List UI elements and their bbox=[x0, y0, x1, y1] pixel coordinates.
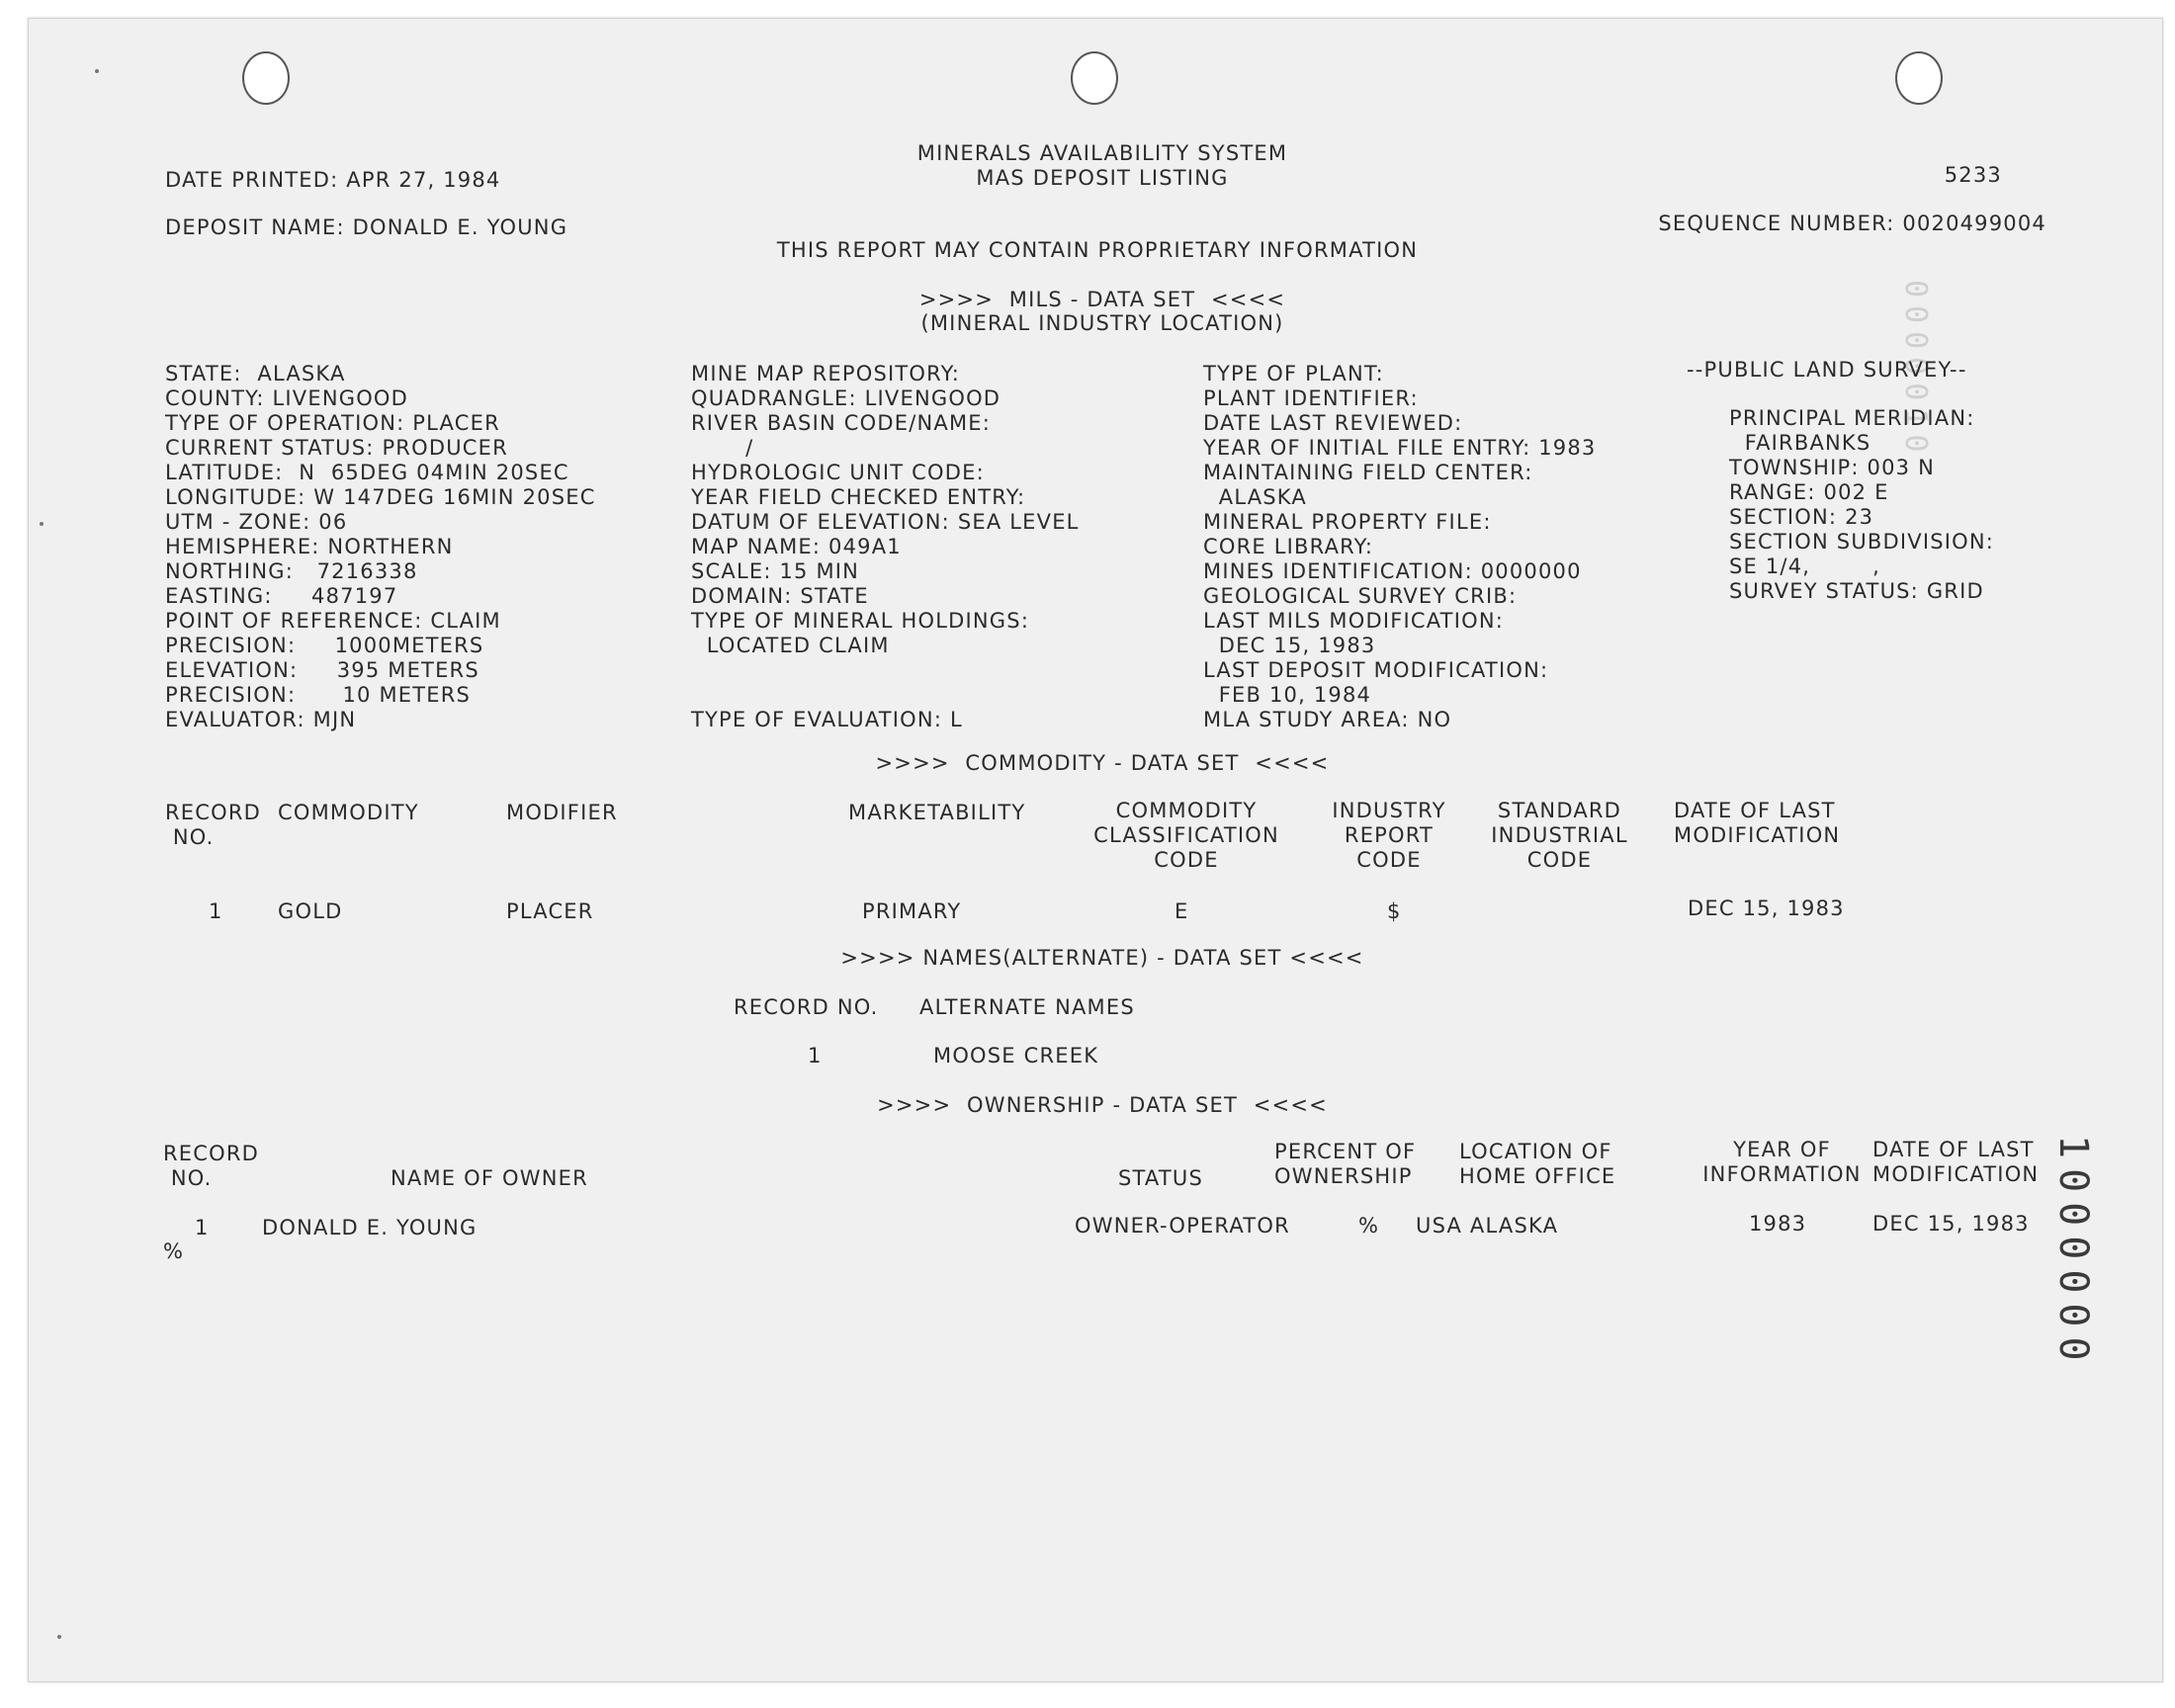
mils-admin-column bbox=[1203, 362, 1596, 732]
deposit-name: DEPOSIT NAME: DONALD E. YOUNG bbox=[165, 215, 568, 239]
mils-field: HEMISPHERE: NORTHERN bbox=[165, 535, 454, 558]
commodity-header-industry: INDUSTRY REPORT CODE bbox=[1332, 799, 1446, 872]
mils-field: RIVER BASIN CODE/NAME: bbox=[691, 411, 992, 435]
punch-hole-center bbox=[1071, 51, 1118, 105]
mils-field: PRECISION: 1000METERS bbox=[165, 634, 484, 657]
mils-field: NORTHING: 7216338 bbox=[165, 559, 418, 583]
names-row-record: 1 bbox=[808, 1044, 823, 1068]
mils-field: MINE MAP REPOSITORY: bbox=[691, 362, 961, 385]
commodity-header-modifier: MODIFIER bbox=[506, 801, 618, 824]
ownership-header-year: YEAR OF INFORMATION bbox=[1702, 1138, 1862, 1186]
mils-field: TYPE OF EVALUATION: L bbox=[691, 708, 963, 731]
names-header-names: ALTERNATE NAMES bbox=[919, 995, 1135, 1019]
mils-field: ELEVATION: 395 METERS bbox=[165, 658, 479, 682]
mils-field: CURRENT STATUS: PRODUCER bbox=[165, 436, 508, 460]
frame-number-stamp: 1000000 bbox=[2050, 1135, 2096, 1371]
commodity-section-title: >>>> COMMODITY - DATA SET <<<< bbox=[875, 751, 1330, 775]
mils-field: TYPE OF PLANT: bbox=[1203, 362, 1384, 385]
speck-mark bbox=[57, 1635, 61, 1639]
ownership-row-location: USA ALASKA bbox=[1416, 1214, 1559, 1238]
names-section-title: >>>> NAMES(ALTERNATE) - DATA SET <<<< bbox=[840, 946, 1364, 970]
punch-hole-right bbox=[1895, 51, 1943, 105]
mils-field: STATE: ALASKA bbox=[165, 362, 346, 385]
mils-field: LATITUDE: N 65DEG 04MIN 20SEC bbox=[165, 461, 569, 484]
mils-field: TYPE OF OPERATION: PLACER bbox=[165, 411, 500, 435]
ownership-row-status: OWNER-OPERATOR bbox=[1075, 1214, 1290, 1238]
mils-field: UTM - ZONE: 06 bbox=[165, 510, 348, 534]
ownership-row-date: DEC 15, 1983 bbox=[1872, 1212, 2030, 1236]
mils-field: MAP NAME: 049A1 bbox=[691, 535, 902, 558]
mils-field: POINT OF REFERENCE: CLAIM bbox=[165, 609, 501, 633]
ownership-row-record: 1 bbox=[195, 1216, 210, 1239]
mils-location-column bbox=[165, 362, 596, 732]
mils-field: YEAR OF INITIAL FILE ENTRY: 1983 bbox=[1203, 436, 1597, 460]
mils-field: LONGITUDE: W 147DEG 16MIN 20SEC bbox=[165, 485, 596, 509]
mils-field: FEB 10, 1984 bbox=[1203, 683, 1372, 707]
commodity-row-record: 1 bbox=[209, 899, 223, 923]
speck-mark bbox=[40, 522, 44, 526]
punch-hole-left bbox=[242, 51, 290, 105]
listing-title: MAS DEPOSIT LISTING bbox=[976, 166, 1229, 190]
mils-field: LAST MILS MODIFICATION: bbox=[1203, 609, 1505, 633]
plss-field: TOWNSHIP: 003 N bbox=[1729, 456, 1936, 479]
mils-field: ALASKA bbox=[1203, 485, 1307, 509]
ownership-row-percent: % bbox=[1358, 1214, 1380, 1238]
commodity-row-commodity: GOLD bbox=[278, 899, 343, 923]
mils-field: DOMAIN: STATE bbox=[691, 584, 869, 608]
commodity-header-marketability: MARKETABILITY bbox=[848, 801, 1026, 824]
mils-field: QUADRANGLE: LIVENGOOD bbox=[691, 386, 1001, 410]
mils-field: SCALE: 15 MIN bbox=[691, 559, 860, 583]
ownership-header-owner: NAME OF OWNER bbox=[391, 1166, 588, 1190]
mils-section-subtitle: (MINERAL INDUSTRY LOCATION) bbox=[920, 311, 1284, 335]
ownership-header-date: DATE OF LAST MODIFICATION bbox=[1872, 1138, 2040, 1186]
mils-field-blank bbox=[691, 683, 1080, 708]
plss-field: SECTION SUBDIVISION: bbox=[1729, 530, 1995, 554]
sequence-number: SEQUENCE NUMBER: 0020499004 bbox=[1658, 212, 2046, 235]
mils-field: TYPE OF MINERAL HOLDINGS: bbox=[691, 609, 1030, 633]
mils-field: GEOLOGICAL SURVEY CRIB: bbox=[1203, 584, 1518, 608]
commodity-row-modifier: PLACER bbox=[506, 899, 594, 923]
proprietary-notice: THIS REPORT MAY CONTAIN PROPRIETARY INFORMATION bbox=[776, 238, 1419, 262]
plss-field: SECTION: 23 bbox=[1729, 505, 1874, 529]
date-printed: DATE PRINTED: APR 27, 1984 bbox=[165, 168, 501, 192]
names-row-name: MOOSE CREEK bbox=[933, 1044, 1099, 1068]
ownership-header-record: RECORD NO. bbox=[163, 1142, 260, 1190]
commodity-row-industry: $ bbox=[1387, 899, 1402, 923]
plss-field: PRINCIPAL MERIDIAN: bbox=[1729, 406, 1975, 430]
commodity-row-date: DEC 15, 1983 bbox=[1688, 897, 1845, 920]
mils-field: CORE LIBRARY: bbox=[1203, 535, 1374, 558]
mils-field: MAINTAINING FIELD CENTER: bbox=[1203, 461, 1533, 484]
ownership-row-year: 1983 bbox=[1749, 1212, 1807, 1236]
commodity-row-classification: E bbox=[1174, 899, 1189, 923]
mils-field: DEC 15, 1983 bbox=[1203, 634, 1376, 657]
mils-field: MINERAL PROPERTY FILE: bbox=[1203, 510, 1492, 534]
names-header-record: RECORD NO. bbox=[734, 995, 879, 1019]
mils-field: MLA STUDY AREA: NO bbox=[1203, 708, 1452, 731]
mils-field: COUNTY: LIVENGOOD bbox=[165, 386, 409, 410]
public-land-survey-title: --PUBLIC LAND SURVEY-- bbox=[1687, 358, 1967, 382]
ownership-trailer: % bbox=[163, 1239, 185, 1263]
plss-field: FAIRBANKS bbox=[1729, 431, 1871, 455]
ownership-section-title: >>>> OWNERSHIP - DATA SET <<<< bbox=[877, 1093, 1328, 1117]
mils-map-column bbox=[691, 362, 1080, 732]
mils-field: EVALUATOR: MJN bbox=[165, 708, 357, 731]
mils-field: PLANT IDENTIFIER: bbox=[1203, 386, 1419, 410]
mils-field: LOCATED CLAIM bbox=[691, 634, 890, 657]
mils-field: EASTING: 487197 bbox=[165, 584, 398, 608]
commodity-header-sic: STANDARD INDUSTRIAL CODE bbox=[1491, 799, 1628, 872]
commodity-row-marketability: PRIMARY bbox=[862, 899, 962, 923]
mils-field: MINES IDENTIFICATION: 0000000 bbox=[1203, 559, 1582, 583]
commodity-header-record: RECORD NO. bbox=[165, 801, 262, 849]
ownership-header-status: STATUS bbox=[1118, 1166, 1203, 1190]
commodity-header-date: DATE OF LAST MODIFICATION bbox=[1674, 799, 1841, 847]
speck-mark bbox=[95, 69, 99, 73]
mils-field: HYDROLOGIC UNIT CODE: bbox=[691, 461, 985, 484]
ownership-header-percent: PERCENT OF OWNERSHIP bbox=[1274, 1140, 1417, 1188]
commodity-header-classification: COMMODITY CLASSIFICATION CODE bbox=[1093, 799, 1279, 872]
page-number: 5233 bbox=[1944, 163, 2002, 187]
commodity-header-commodity: COMMODITY bbox=[278, 801, 419, 824]
mils-field: YEAR FIELD CHECKED ENTRY: bbox=[691, 485, 1026, 509]
public-land-survey-column bbox=[1729, 406, 1994, 604]
mils-field-blank bbox=[691, 658, 1080, 683]
mils-field: LAST DEPOSIT MODIFICATION: bbox=[1203, 658, 1549, 682]
plss-field: SE 1/4, , bbox=[1729, 555, 1881, 578]
mils-field: DATE LAST REVIEWED: bbox=[1203, 411, 1463, 435]
faint-stamp-bleed: 0000010 bbox=[1898, 280, 1933, 461]
ownership-row-owner: DONALD E. YOUNG bbox=[262, 1216, 478, 1239]
mils-field: PRECISION: 10 METERS bbox=[165, 683, 472, 707]
plss-field: RANGE: 002 E bbox=[1729, 480, 1889, 504]
mils-section-title: >>>> MILS - DATA SET <<<< bbox=[918, 288, 1286, 311]
mils-field: DATUM OF ELEVATION: SEA LEVEL bbox=[691, 510, 1080, 534]
plss-field: SURVEY STATUS: GRID bbox=[1729, 579, 1984, 603]
ownership-header-location: LOCATION OF HOME OFFICE bbox=[1459, 1140, 1616, 1188]
mils-field: / bbox=[691, 436, 754, 460]
system-title: MINERALS AVAILABILITY SYSTEM bbox=[916, 141, 1288, 165]
